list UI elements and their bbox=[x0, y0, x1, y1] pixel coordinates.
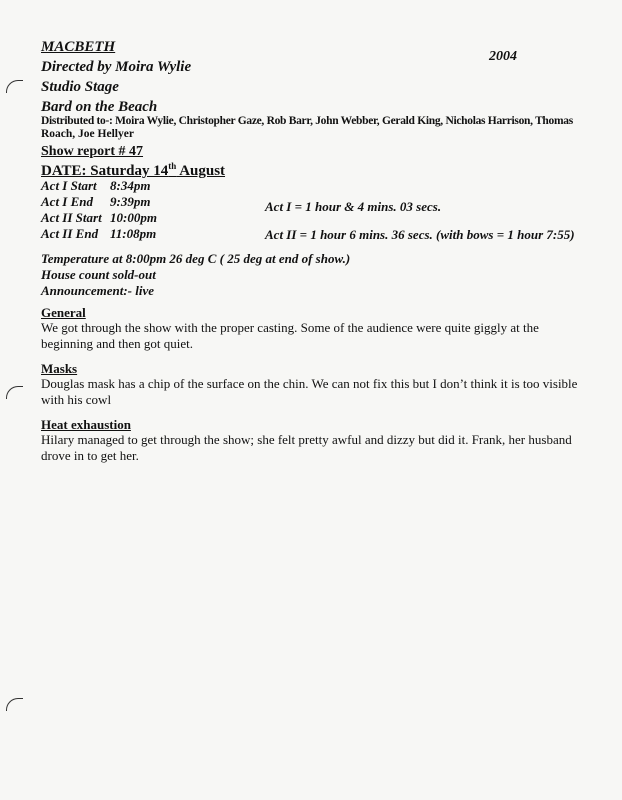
company: Bard on the Beach bbox=[41, 99, 158, 115]
time-label: Act I Start bbox=[41, 178, 97, 193]
binder-hole-mark bbox=[6, 386, 23, 399]
section-text: with his cowl bbox=[41, 392, 112, 407]
time-value: 9:39pm bbox=[110, 194, 151, 209]
date-text: DATE: Saturday 14 bbox=[41, 163, 169, 179]
distribution-list-cont: Roach, Joe Hellyer bbox=[41, 128, 134, 140]
time-value: 10:00pm bbox=[110, 210, 157, 225]
act1-duration: Act I = 1 hour & 4 mins. 03 secs. bbox=[265, 199, 442, 214]
year: 2004 bbox=[489, 49, 517, 64]
section-text: beginning and then got quiet. bbox=[41, 336, 194, 351]
section-heading-masks: Masks bbox=[41, 361, 78, 376]
time-value: 8:34pm bbox=[110, 178, 151, 193]
binder-hole-mark bbox=[6, 698, 23, 711]
venue: Studio Stage bbox=[41, 79, 119, 95]
show-report-number: Show report # 47 bbox=[41, 144, 144, 159]
announcement: Announcement:- live bbox=[41, 283, 155, 298]
binder-hole-mark bbox=[6, 80, 23, 93]
temperature: Temperature at 8:00pm 26 deg C ( 25 deg at end of show.) bbox=[41, 251, 351, 266]
date-month: August bbox=[176, 163, 226, 179]
section-heading-heat-exhaustion: Heat exhaustion bbox=[41, 417, 131, 432]
section-text: Douglas mask has a chip of the surface on the chin. We can not fix this but I don’t think it is too visible bbox=[41, 376, 578, 391]
section-text: drove in to get her. bbox=[41, 448, 139, 463]
section-text: Hilary managed to get through the show; she felt pretty awful and dizzy but did it. Frank, her husband bbox=[41, 432, 572, 447]
play-title: MACBETH bbox=[41, 39, 116, 55]
time-label: Act II Start bbox=[41, 210, 102, 225]
house-count: House count sold-out bbox=[41, 267, 156, 282]
time-value: 11:08pm bbox=[110, 226, 157, 241]
section-heading-general: General bbox=[41, 305, 86, 320]
act2-duration: Act II = 1 hour 6 mins. 36 secs. (with bows = 1 hour 7:55) bbox=[265, 227, 575, 242]
director: Directed by Moira Wylie bbox=[41, 59, 192, 75]
section-text: We got through the show with the proper casting. Some of the audience were quite giggly at the bbox=[41, 320, 539, 335]
report-date bbox=[41, 162, 225, 179]
time-label: Act I End bbox=[41, 194, 94, 209]
time-label: Act II End bbox=[41, 226, 99, 241]
distribution-list: Distributed to-: Moira Wylie, Christopher Gaze, Rob Barr, John Webber, Gerald King, Nicholas Harrison, Thomas bbox=[41, 115, 573, 127]
date-ordinal: th bbox=[168, 161, 177, 171]
